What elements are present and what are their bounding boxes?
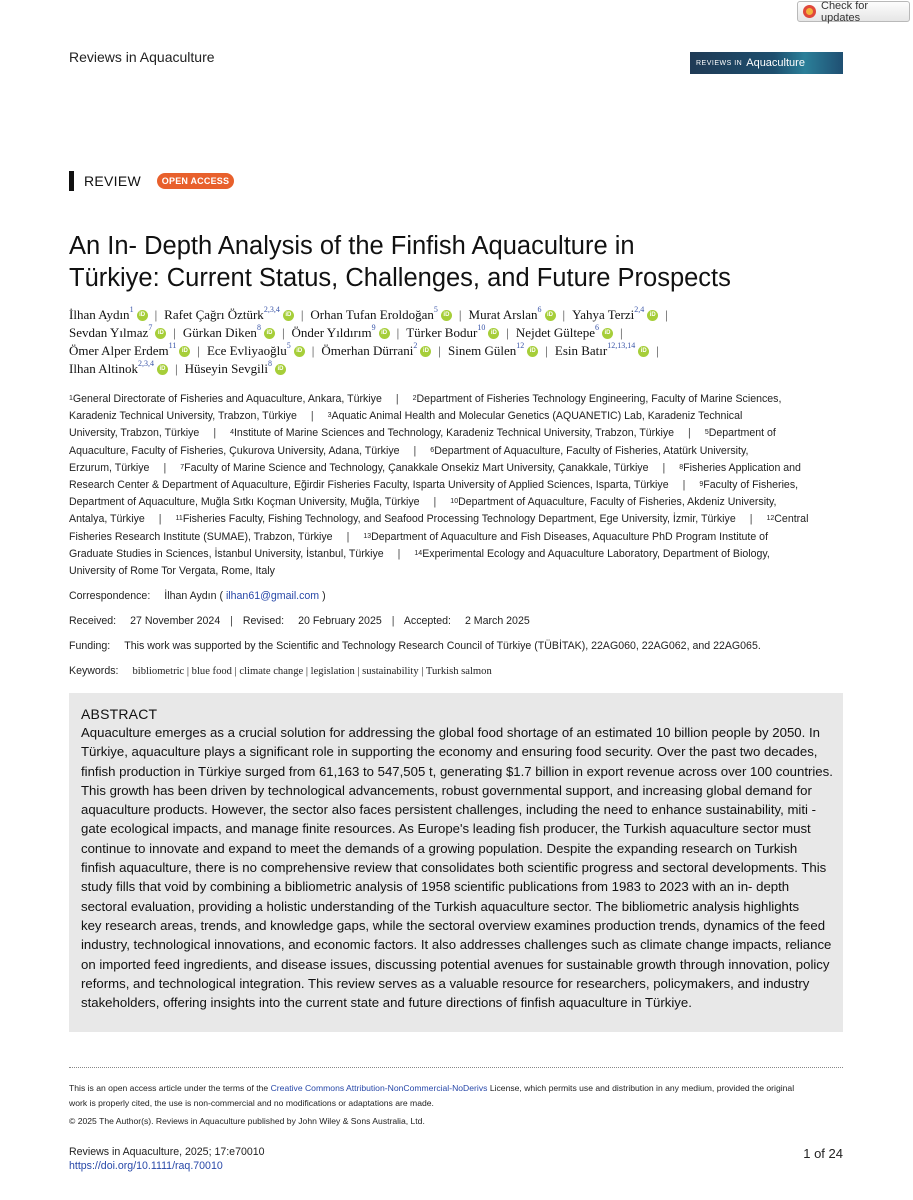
abstract-line: gate ecological impacts, and manage finite resources. As Europe's leading fish producer, the Turkish aquaculture sector must <box>81 821 811 837</box>
author-affiliation-ref: 6 <box>537 305 542 314</box>
orcid-icon[interactable]: iD <box>137 310 148 321</box>
author-affiliation-ref: 12,13,14 <box>607 341 636 350</box>
author-affiliation-ref: 11 <box>168 341 177 350</box>
affiliation-number: 8 <box>679 463 684 471</box>
affiliation-number: 14 <box>414 549 423 557</box>
affiliation-text: Aquaculture, Faculty of Fisheries, Çukurova University, Adana, Türkiye <box>69 444 400 457</box>
affiliation-line <box>69 443 844 460</box>
orcid-icon[interactable]: iD <box>420 346 431 357</box>
affiliation-separator: | <box>749 513 753 526</box>
orcid-icon[interactable]: iD <box>157 364 168 375</box>
author-name: Ece Evliyaoğlu <box>206 343 287 358</box>
author[interactable] <box>406 325 499 340</box>
author-affiliation-ref: 2 <box>413 341 418 350</box>
article-dates: Received: 27 November 2024 | Revised: 20 February 2025 | Accepted: 2 March 2025 <box>69 615 530 627</box>
title-line: Türkiye: Current Status, Challenges, and Future Prospects <box>69 264 731 292</box>
revised-date: 20 February 2025 <box>298 615 382 627</box>
revised-label: Revised: <box>242 615 285 627</box>
abstract-box <box>69 693 843 1032</box>
footer-divider <box>69 1067 843 1068</box>
author-affiliation-ref: 12 <box>516 341 525 350</box>
affiliation-separator: | <box>158 513 162 526</box>
author-line <box>69 342 859 360</box>
correspondence <box>69 590 326 602</box>
author-name: İlhan Aydın <box>69 307 130 322</box>
journal-logo <box>690 52 843 74</box>
affiliation-number: 10 <box>450 498 459 506</box>
affiliation-number: 7 <box>180 463 185 471</box>
affiliation-number: 3 <box>327 412 332 420</box>
author[interactable] <box>69 343 190 358</box>
author-name: Yahya Terzi <box>572 307 635 322</box>
author-affiliation-ref: 5 <box>433 305 438 314</box>
author-list <box>69 306 859 378</box>
correspondence-name: İlhan Aydın ( <box>164 590 223 602</box>
funding-text: This work was supported by the Scientific and Technology Research Council of Türkiye (TÜBİTAK), 22AG060, 22AG062, and 22AG065. <box>124 640 761 652</box>
keywords-label: Keywords: <box>69 665 119 677</box>
affiliation-line <box>69 546 844 563</box>
correspondence-email-link[interactable]: ilhan61@gmail.com <box>225 590 320 602</box>
doi-link[interactable]: https://doi.org/10.1111/raq.70010 <box>69 1160 223 1172</box>
author-line <box>69 360 859 378</box>
abstract-line: continue to innovate and expand to meet the demands of a growing population. Despite the expanding research on Turkish <box>81 840 798 856</box>
affiliation-number: 9 <box>699 481 704 489</box>
orcid-icon[interactable]: iD <box>379 328 390 339</box>
author[interactable] <box>310 307 452 322</box>
author-affiliation-ref: 1 <box>129 305 134 314</box>
page-number: 1 of 24 <box>803 1146 843 1161</box>
received-date: 27 November 2024 <box>130 615 221 627</box>
affiliation-text: Aquatic Animal Health and Molecular Genetics (AQUANETIC) Lab, Karadeniz Technical <box>331 410 743 423</box>
license-link[interactable]: Creative Commons Attribution-NonCommercial-NoDerivs <box>270 1083 488 1093</box>
author-name: Ilhan Altinok <box>69 361 138 376</box>
affiliation-separator: | <box>213 427 217 440</box>
received-label: Received: <box>69 615 117 627</box>
orcid-icon[interactable]: iD <box>283 310 294 321</box>
citation: Reviews in Aquaculture, 2025; 17:e70010 <box>69 1146 265 1158</box>
author[interactable] <box>185 361 286 376</box>
abstract-text <box>81 723 831 1012</box>
author-name: Orhan Tufan Eroldoğan <box>310 307 434 322</box>
affiliation-line <box>69 511 844 528</box>
author-separator: | <box>154 307 158 322</box>
affiliation-text: Karadeniz Technical University, Trabzon, Türkiye <box>69 410 297 423</box>
funding <box>69 640 761 652</box>
affiliation-text: Department of Aquaculture, Faculty of Fisheries, Atatürk University, <box>434 444 749 457</box>
abstract-line: finfish aquaculture, there is no comprehensive review that consolidates both scientific progress and sectoral developments. This <box>81 860 827 876</box>
affiliations <box>69 391 844 580</box>
keywords-text: bibliometric | blue food | climate change | legislation | sustainability | Turkish salmon <box>132 666 492 677</box>
license-notice <box>69 1081 849 1111</box>
author[interactable] <box>448 343 538 358</box>
funding-label: Funding: <box>69 640 111 652</box>
abstract-heading: ABSTRACT <box>81 706 158 722</box>
orcid-icon[interactable]: iD <box>275 364 286 375</box>
title-line: An In- Depth Analysis of the Finfish Aquaculture in <box>69 232 635 260</box>
abstract-line: Türkiye, aquaculture plays a significant role in supporting the economy and ensuring food security. Over the past two decades, <box>81 744 818 760</box>
author-separator: | <box>656 343 659 358</box>
author-separator: | <box>545 343 548 358</box>
author-separator: | <box>506 325 509 340</box>
affiliation-text: Department of Aquaculture, Faculty of Fisheries, Akdeniz University, <box>458 496 777 509</box>
author-name: Rafet Çağrı Öztürk <box>164 307 264 322</box>
author-affiliation-ref: 5 <box>286 341 291 350</box>
author-name: Ömerhan Dürrani <box>321 343 414 358</box>
affiliation-separator: | <box>413 444 417 457</box>
orcid-icon[interactable]: iD <box>179 346 190 357</box>
accepted-date: 2 March 2025 <box>464 615 530 627</box>
affiliation-text: Department of Aquaculture, Muğla Sıtkı Koçman University, Muğla, Türkiye <box>69 496 420 509</box>
open-access-badge: OPEN ACCESS <box>157 173 234 189</box>
affiliation-text: Antalya, Türkiye <box>69 513 145 526</box>
article-type: REVIEW <box>84 173 142 189</box>
affiliation-number: 4 <box>230 429 234 437</box>
abstract-line: aquaculture products. However, the sector also faces persistent challenges, including the need to enhance sustainability, miti - <box>81 802 817 818</box>
author[interactable] <box>164 307 294 322</box>
affiliation-text: Experimental Ecology and Aquaculture Laboratory, Department of Biology, <box>422 547 770 560</box>
affiliation-number: 6 <box>430 446 435 454</box>
author-separator: | <box>665 307 668 322</box>
affiliation-separator: | <box>395 393 399 405</box>
affiliation-text: Department of Fisheries Technology Engineering, Faculty of Marine Sciences, <box>416 393 782 405</box>
author-name: Gürkan Diken <box>182 325 257 340</box>
correspondence-close: ) <box>322 590 326 602</box>
crossmark-icon <box>803 5 816 18</box>
abstract-line: reforms, and technological integration. This review serves as a valuable resource for researchers, policymakers, and industry <box>81 975 810 991</box>
author-affiliation-ref: 7 <box>148 323 153 332</box>
license-line <box>69 1081 849 1096</box>
orcid-icon[interactable]: iD <box>527 346 538 357</box>
affiliation-text: Erzurum, Türkiye <box>69 461 150 474</box>
orcid-icon[interactable]: iD <box>638 346 649 357</box>
author-separator: | <box>173 325 176 340</box>
author-name: Hüseyin Sevgili <box>184 361 268 376</box>
abstract-line: sectoral evaluation, providing a holistic understanding of the Turkish aquaculture sector. The bibliometric analysis highlights <box>81 898 800 914</box>
author-name: Sevdan Yılmaz <box>69 325 149 340</box>
author-name: Türker Bodur <box>406 325 478 340</box>
affiliation-separator: | <box>397 547 401 560</box>
author-name: Esin Batır <box>554 343 608 358</box>
author-separator: | <box>619 325 623 340</box>
affiliation-text: General Directorate of Fisheries and Aquaculture, Ankara, Türkiye <box>72 393 382 405</box>
keywords <box>69 665 492 677</box>
affiliation-number: 11 <box>175 515 183 523</box>
author-separator: | <box>197 343 200 358</box>
author[interactable] <box>516 325 613 340</box>
license-line-2: work is properly cited, the use is non-commercial and no modifications or adaptations are made. <box>69 1098 434 1108</box>
affiliation-number: 12 <box>766 515 775 523</box>
affiliation-number: 2 <box>412 395 417 402</box>
article-type-bar <box>69 171 74 191</box>
logo-small-text: REVIEWS IN <box>696 59 743 67</box>
author-separator: | <box>562 307 566 322</box>
affiliation-separator: | <box>163 461 167 474</box>
author[interactable] <box>69 325 166 340</box>
affiliation-number: 5 <box>704 429 709 437</box>
orcid-icon[interactable]: iD <box>545 310 556 321</box>
author-name: Ömer Alper Erdem <box>69 343 169 358</box>
author-name: Önder Yıldırım <box>291 325 372 340</box>
abstract-line: This growth has been driven by technological advancements, robust governmental support, and increasing global demand for <box>81 782 812 798</box>
affiliation-text: Central <box>774 513 809 526</box>
affiliation-text: Department of Aquaculture and Fish Diseases, Aquaculture PhD Program Institute of <box>371 530 769 543</box>
author-affiliation-ref: 9 <box>371 323 376 332</box>
abstract-line: Aquaculture emerges as a crucial solution for addressing the global food shortage of an estimated 10 billion people by 2050. In <box>81 725 820 740</box>
orcid-icon[interactable]: iD <box>294 346 305 357</box>
correspondence-label: Correspondence: <box>69 590 151 602</box>
logo-big-text: Aquaculture <box>746 57 805 69</box>
abstract-line: stakeholders, offering insights into the current state and future directions of finfish aquaculture in Türkiye. <box>81 995 692 1011</box>
affiliation-number: 1 <box>69 395 73 402</box>
affiliation-line <box>69 494 844 511</box>
affiliation-number: 13 <box>363 532 372 540</box>
license-post: License, which permits use and distribution in any medium, provided the original <box>489 1083 795 1093</box>
author-separator: | <box>300 307 304 322</box>
orcid-icon[interactable]: iD <box>155 328 166 339</box>
affiliation-separator: | <box>346 530 350 543</box>
affiliation-text: University, Trabzon, Türkiye <box>69 427 200 440</box>
affiliation-separator: | <box>688 427 691 440</box>
affiliation-line <box>69 460 844 477</box>
author-separator: | <box>438 343 442 358</box>
author-name: Sinem Gülen <box>448 343 517 358</box>
affiliation-text: Research Center & Department of Aquaculture, Eğirdir Fisheries Faculty, Isparta University of Applied Sciences, Isparta, Türkiye <box>69 479 669 492</box>
check-for-updates-label: Check for updates <box>821 0 869 24</box>
affiliation-separator: | <box>682 479 686 492</box>
author-line <box>69 306 859 324</box>
author[interactable] <box>183 325 275 340</box>
affiliation-text: Graduate Studies in Sciences, İstanbul University, İstanbul, Türkiye <box>69 547 384 560</box>
copyright: © 2025 The Author(s). Reviews in Aquaculture published by John Wiley & Sons Australia, Ltd. <box>69 1116 425 1126</box>
affiliation-text: Fisheries Faculty, Fishing Technology, and Seafood Processing Technology Department, Ege University, İzmir, Türkiye <box>182 513 736 526</box>
affiliation-line <box>69 477 844 494</box>
orcid-icon[interactable]: iD <box>264 328 275 339</box>
affiliation-text: Fisheries Research Institute (SUMAE), Trabzon, Türkiye <box>69 530 333 543</box>
affiliation-text: Fisheries Application and <box>683 461 801 474</box>
author[interactable] <box>292 325 390 340</box>
author[interactable] <box>207 343 305 358</box>
abstract-line: industry, technological innovations, and economic factors. It also addresses challenges such as climate change impacts, reliance <box>81 937 832 953</box>
author[interactable] <box>572 307 658 322</box>
affiliation-text: University of Rome Tor Vergata, Rome, Italy <box>69 565 275 578</box>
affiliation-line <box>69 563 844 580</box>
affiliation-separator: | <box>433 496 437 509</box>
affiliation-line <box>69 425 844 442</box>
abstract-line: study fills that void by combining a bibliometric analysis of 1958 scientific publications from 1983 to 2023 with an in- depth <box>81 879 790 895</box>
orcid-icon[interactable]: iD <box>647 310 658 321</box>
author[interactable] <box>69 307 148 322</box>
abstract-line: finfish production in Türkiye surged from 61,163 to 547,505 t, generating $1.7 billion in export revenue across over 100 countries. <box>81 763 833 779</box>
affiliation-text: Faculty of Fisheries, <box>703 479 799 492</box>
abstract-line: on imported feed ingredients, and disease issues, discussing potential avenues for sustainable growth through innovation, policy <box>81 956 830 972</box>
author-separator: | <box>396 325 400 340</box>
affiliation-line <box>69 408 844 425</box>
affiliation-line <box>69 529 844 546</box>
author[interactable] <box>555 343 649 358</box>
author-affiliation-ref: 2,3,4 <box>137 359 154 368</box>
author-separator: | <box>458 307 462 322</box>
author-affiliation-ref: 2,4 <box>634 305 645 314</box>
author-affiliation-ref: 2,3,4 <box>263 305 280 314</box>
author-separator: | <box>311 343 315 358</box>
affiliation-separator: | <box>310 410 314 423</box>
author-separator: | <box>174 361 178 376</box>
author-affiliation-ref: 6 <box>594 323 599 332</box>
author-affiliation-ref: 8 <box>268 359 272 368</box>
license-pre: This is an open access article under the terms of the <box>69 1083 269 1093</box>
abstract-line: key research areas, trends, and knowledge gaps, while the sectoral overview examines production trends, dynamics of the feed <box>81 917 826 933</box>
author-line <box>69 324 859 342</box>
journal-name: Reviews in Aquaculture <box>69 49 215 65</box>
orcid-icon[interactable]: iD <box>602 328 613 339</box>
author-separator: | <box>281 325 285 340</box>
affiliation-line <box>69 391 844 408</box>
affiliation-text: Faculty of Marine Science and Technology, Çanakkale Onsekiz Mart University, Çanakkale, Türkiye <box>184 461 649 474</box>
author-affiliation-ref: 10 <box>477 323 486 332</box>
check-for-updates-button[interactable] <box>797 1 910 22</box>
author-name: Nejdet Gültepe <box>515 325 595 340</box>
accepted-label: Accepted: <box>403 615 451 627</box>
author[interactable] <box>321 343 431 358</box>
author-name: Murat Arslan <box>468 307 538 322</box>
affiliation-separator: | <box>662 461 666 474</box>
affiliation-text: Department of <box>708 427 776 440</box>
affiliation-text: Institute of Marine Sciences and Technology, Karadeniz Technical University, Trabzon, Türkiye <box>233 427 675 440</box>
article-title <box>69 230 849 294</box>
author[interactable] <box>469 307 556 322</box>
orcid-icon[interactable]: iD <box>441 310 452 321</box>
author-affiliation-ref: 8 <box>256 323 261 332</box>
author[interactable] <box>69 361 168 376</box>
orcid-icon[interactable]: iD <box>488 328 499 339</box>
